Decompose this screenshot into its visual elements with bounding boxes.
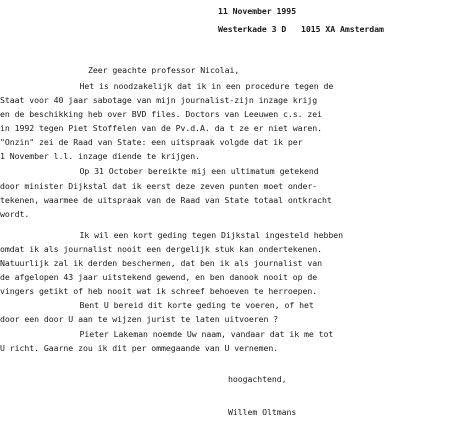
paragraph-2-line-1: Op 31 October bereikte mij een ultimatum getekend: [60, 166, 319, 176]
paragraph-1-line-1: Het is noodzakelijk dat ik in een procedure tegen de: [60, 81, 334, 91]
paragraph-2-line-2: door minister Dijkstal dat ik eerst deze zeven punten moet onder-: [0, 181, 318, 191]
sender-address: Westerkade 3 D 1015 XA Amsterdam: [218, 24, 384, 34]
paragraph-1-line-6: 1 November l.l. inzage diende te krijgen.: [0, 151, 201, 161]
paragraph-5-line-2: U richt. Gaarne zou ik dit per ommegaande van U vernemen.: [0, 343, 279, 353]
salutation: Zeer geachte professor Nicolai,: [88, 65, 240, 75]
paragraph-1-line-3: en de beschikking heb over BVD files. Doctors van Leeuwen c.s. zei: [0, 109, 323, 119]
signature-name: Willem Oltmans: [228, 407, 297, 417]
paragraph-3-line-3: Natuurlijk zal ik derden beschermen, dat ben ik als journalist van: [0, 258, 323, 268]
paragraph-4-line-1: Bent U bereid dit korte geding te voeren, of het: [60, 300, 314, 310]
letter-date: 11 November 1995: [218, 6, 297, 16]
closing: hoogachtend,: [228, 374, 287, 384]
paragraph-3-line-4: de afgelopen 43 jaar uitstekend gewend, en ben danook nooit op de: [0, 272, 318, 282]
paragraph-3-line-1: Ik wil een kort geding tegen Dijkstal ingesteld hebben: [60, 230, 343, 240]
paragraph-1-line-2: Staat voor 40 jaar sabotage van mijn journalist-zijn inzage krijg: [0, 95, 318, 105]
paragraph-3-line-5: vingers getikt of heb nooit wat ik schreef behoeven te herroepen.: [0, 286, 318, 296]
paragraph-4-line-2: door een door U aan te wijzen jurist te laten uitvoeren ?: [0, 314, 279, 324]
paragraph-2-line-3: tekenen, waarmee de uitspraak van de Raad van State totaal ontkracht: [0, 195, 332, 205]
paragraph-5-line-1: Pieter Lakeman noemde Uw naam, vandaar dat ik me tot: [60, 329, 334, 339]
paragraph-1-line-5: "Onzin" zei de Raad van State: een uitspraak volgde dat ik per: [0, 137, 303, 147]
paragraph-2-line-4: wordt.: [0, 209, 30, 219]
paragraph-3-line-2: omdat ik als journalist nooit een dergelijk stuk kan ondertekenen.: [0, 244, 323, 254]
paragraph-1-line-4: in 1992 tegen Piet Stoffelen van de Pv.d.A. da t ze er niet waren.: [0, 123, 323, 133]
